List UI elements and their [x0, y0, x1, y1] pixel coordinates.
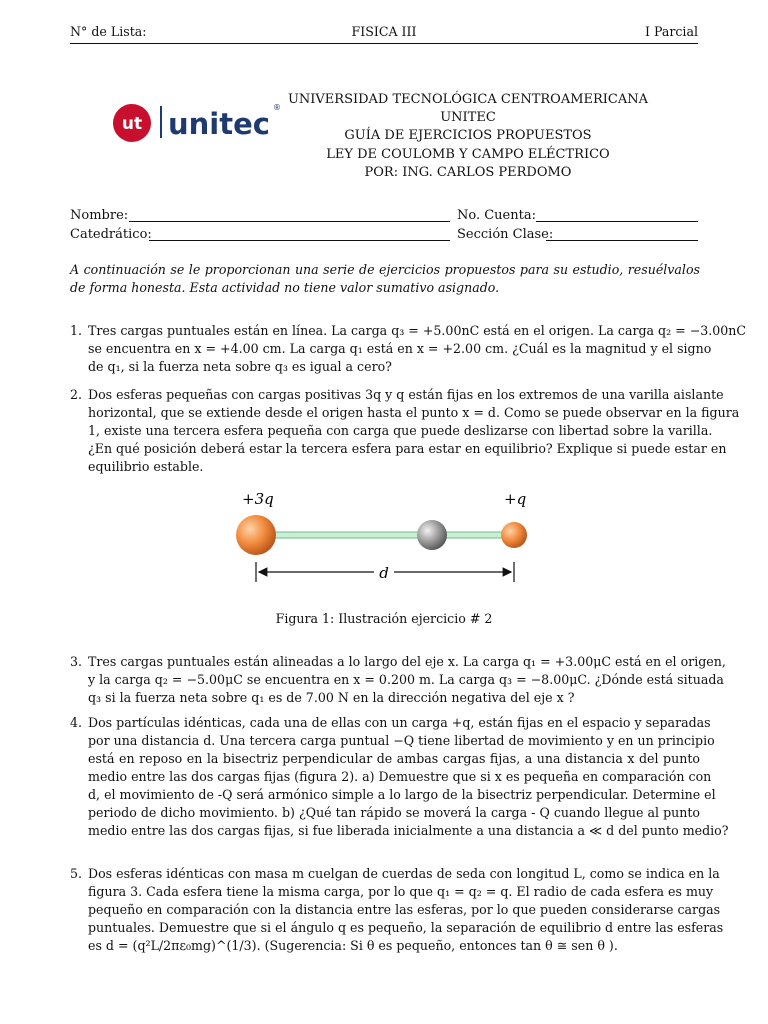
logo-separator	[160, 106, 162, 138]
exercise-line: horizontal, que se extiende desde el origen hasta el punto x = d. Como se puede observar en la figura	[88, 405, 740, 420]
header-divider	[70, 43, 698, 44]
exercise-number: 1.	[70, 323, 83, 338]
exercise-line: ¿En qué posición deberá estar la tercera esfera para estar en equilibrio? Explique si puede estar en	[88, 441, 727, 456]
exercise-line: equilibrio estable.	[88, 459, 204, 474]
exercise-line: Tres cargas puntuales están alineadas a lo largo del eje x. La carga q₁ = +3.00μC está en el origen,	[88, 654, 726, 669]
exercise-number: 5.	[70, 866, 83, 881]
exercise-line: pequeño en comparación con la distancia entre las esferas, por lo que pueden considerarse cargas	[88, 902, 721, 917]
exercise-line: Dos esferas pequeñas con cargas positivas 3q y q están fijas en los extremos de una varilla aislante	[88, 387, 724, 402]
header-exam: I Parcial	[644, 24, 698, 39]
catedratico-label: Catedrático:	[70, 227, 152, 242]
exercise-line: 1, existe una tercera esfera pequeña con carga que puede deslizarse con libertad sobre la varilla.	[88, 423, 713, 438]
seccion-field[interactable]	[546, 240, 698, 241]
intro-paragraph: A continuación se le proporcionan una serie de ejercicios propuestos para su estudio, resuélvalos de forma honesta. Esta actividad no tiene valor sumativo asignado.	[70, 262, 700, 295]
exercise-line: Tres cargas puntuales están en línea. La carga q₃ = +5.00nC está en el origen. La carga q₂ = −3.00nC	[88, 323, 747, 338]
cuenta-label: No. Cuenta:	[457, 208, 536, 223]
nombre-label: Nombre:	[70, 208, 129, 223]
exercise-line: Dos partículas idénticas, cada una de ellas con un carga +q, están fijas en el espacio y separadas	[88, 715, 711, 730]
insulating-rod	[274, 532, 514, 538]
seccion-label: Sección Clase:	[457, 227, 554, 242]
logo-mark-text: ut	[121, 114, 143, 134]
exercise-line: d, el movimiento de -Q será armónico simple a lo largo de la bisectriz perpendicular. Determine el	[88, 787, 716, 802]
third-charge-sphere	[417, 520, 447, 550]
exercise-line: periodo de dicho movimiento. b) ¿Qué tan rápido se moverá la carga - Q cuando llegue al punto	[88, 805, 700, 820]
exercise-line: se encuentra en x = +4.00 cm. La carga q₁ está en x = +2.00 cm. ¿Cuál es la magnitud y el signo	[88, 341, 712, 356]
charge-label-right: +q	[504, 490, 527, 508]
title-university: UNIVERSIDAD TECNOLÓGICA CENTROAMERICANA	[287, 92, 649, 107]
exercise-5	[70, 865, 724, 955]
document-title-block	[268, 91, 668, 182]
exercise-2	[70, 386, 740, 476]
exercise-number: 3.	[70, 654, 83, 669]
exercise-line: medio entre las dos cargas fijas, si fue liberada inicialmente a una distancia a ≪ d del punto medio?	[88, 823, 729, 838]
title-topic: LEY DE COULOMB Y CAMPO ELÉCTRICO	[326, 146, 610, 162]
title-guide: GUÍA DE EJERCICIOS PROPUESTOS	[344, 128, 592, 144]
catedratico-field[interactable]	[149, 240, 450, 241]
exercise-line: de q₁, si la fuerza neta sobre q₃ es igual a cero?	[88, 359, 392, 374]
charge-3q-sphere	[236, 515, 276, 555]
figure-1	[224, 488, 544, 590]
exercise-line: Dos esferas idénticas con masa m cuelgan de cuerdas de seda con longitud L, como se indica en la	[88, 866, 720, 881]
exercise-number: 4.	[70, 715, 83, 730]
exercise-line: y la carga q₂ = −5.00μC se encuentra en x = 0.200 m. La carga q₃ = −8.00μC. ¿Dónde está situada	[88, 672, 724, 687]
exercise-line: por una distancia d. Una tercera carga puntual −Q tiene libertad de movimiento y en un principio	[88, 733, 715, 748]
figure-1-caption: Figura 1: Ilustración ejercicio # 2	[275, 611, 493, 626]
header-list-number: N° de Lista:	[70, 24, 147, 39]
logo-registered-mark: ®	[273, 103, 281, 112]
exercise-1	[70, 322, 747, 376]
exercise-line: está en reposo en la bisectriz perpendicular de ambas cargas fijas, a una distancia x del punto	[88, 751, 700, 766]
charge-label-left: +3q	[242, 490, 274, 508]
header-course: FISICA III	[351, 24, 417, 39]
exercise-line: q₃ si la fuerza neta sobre q₁ es de 7.00 N en la dirección negativa del eje x ?	[88, 690, 575, 705]
title-acronym: UNITEC	[440, 110, 496, 126]
exercise-line: medio entre las dos cargas fijas (figura 2). a) Demuestre que si x es pequeña en comparación con	[88, 769, 712, 784]
exercise-line: es d = (q²L/2πε₀mg)^(1/3). (Sugerencia: Si θ es pequeño, entonces tan θ ≅ sen θ ).	[88, 938, 618, 953]
logo-wordmark: unitec	[168, 107, 270, 141]
cuenta-field[interactable]	[536, 221, 698, 222]
exercise-3	[70, 653, 726, 707]
title-author: POR: ING. CARLOS PERDOMO	[364, 164, 572, 180]
distance-label: d	[379, 564, 389, 582]
exercise-number: 2.	[70, 387, 83, 402]
exercise-line: puntuales. Demuestre que si el ángulo q es pequeño, la separación de equilibrio d entre las esferas	[88, 920, 724, 935]
unitec-logo	[112, 100, 282, 146]
exercise-4	[70, 714, 729, 840]
exercise-line: figura 3. Cada esfera tiene la misma carga, por lo que q₁ = q₂ = q. El radio de cada esfera es muy	[88, 884, 714, 899]
charge-q-sphere	[501, 522, 527, 548]
nombre-field[interactable]	[129, 221, 450, 222]
